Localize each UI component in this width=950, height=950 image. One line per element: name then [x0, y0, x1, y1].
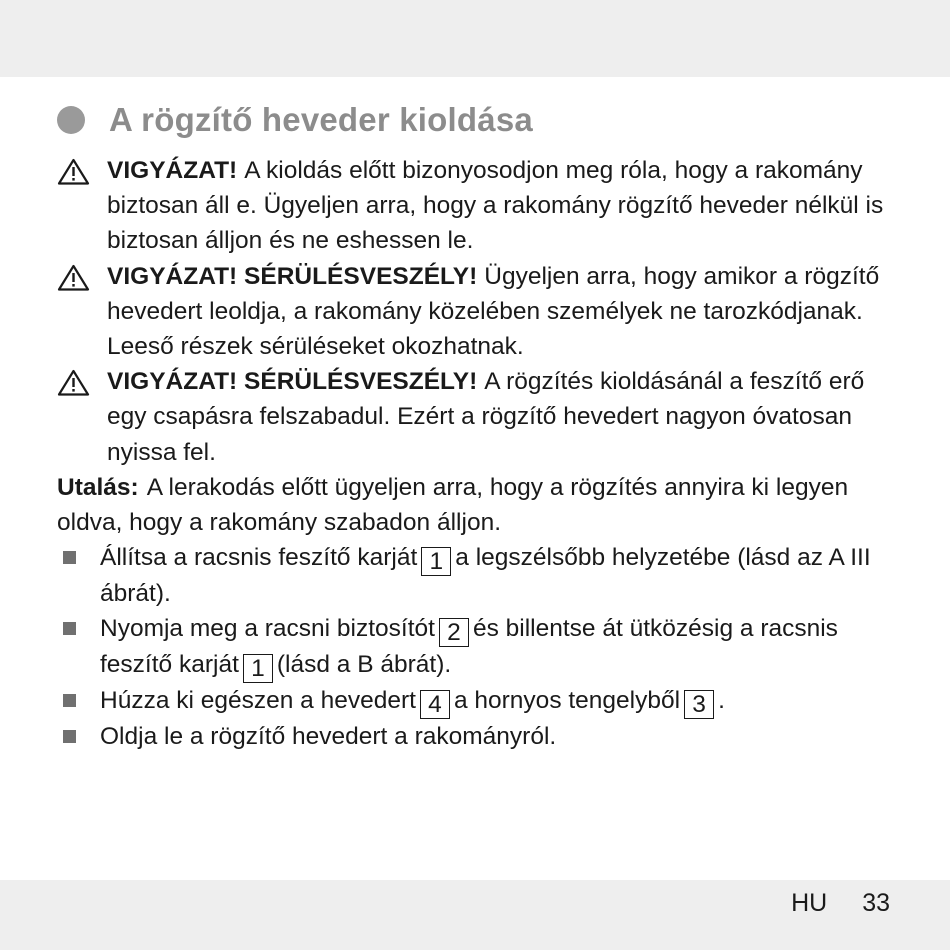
step-text: .: [718, 687, 725, 715]
page-footer: [791, 889, 890, 918]
step-2: [57, 611, 897, 683]
square-bullet-icon: [63, 551, 76, 564]
warning-text: Ügyeljen arra, hogy amikor a rögzítő hevedert leoldja, a rakomány közelében személyek ne tarozkódjanak. Leeső részek sérüléseket okozhatnak.: [107, 262, 880, 361]
warning-triangle-icon: [57, 158, 90, 185]
warning-label: VIGYÁZAT! SÉRÜLÉSVESZÉLY!: [107, 368, 478, 396]
section-bullet-icon: [57, 106, 85, 134]
square-bullet-icon: [63, 730, 76, 743]
step-text: Húzza ki egészen a hevedert: [100, 687, 416, 715]
warning-triangle-icon: [57, 264, 90, 291]
step-4: [57, 719, 897, 754]
warning-label: VIGYÁZAT!: [107, 157, 238, 184]
footer-language: HU: [791, 889, 828, 917]
step-text: a hornyos tengelyből: [453, 687, 681, 715]
figure-reference: 1: [421, 547, 451, 576]
top-band: [0, 0, 950, 77]
content: [57, 153, 897, 755]
warning-label: VIGYÁZAT! SÉRÜLÉSVESZÉLY!: [107, 262, 478, 290]
warning-triangle-icon: [57, 369, 90, 396]
figure-reference: 3: [684, 690, 714, 719]
square-bullet-icon: [63, 694, 76, 707]
figure-reference: 2: [439, 618, 469, 647]
section-title: A rögzítő heveder kioldása: [109, 101, 533, 138]
page-number: 33: [862, 889, 890, 917]
warning-text: A kioldás előtt bizonyosodjon meg róla, hogy a rakomány biztosan áll e. Ügyeljen arra, hogy a rakomány rögzítő heveder nélkül is biztosan álljon és ne eshessen le.: [107, 157, 884, 255]
step-text: Nyomja meg a racsni biztosítót: [100, 615, 435, 643]
step-text: Oldja le a rögzítő hevedert a rakományról.: [100, 723, 557, 751]
warning-text: A rögzítés kioldásánál a feszítő erő egy csapásra felszabadul. Ezért a rögzítő hevedert nagyon óvatosan nyissa fel.: [107, 368, 865, 466]
step-text: a legszélsőbb helyzetébe (lásd az A III ábrát).: [100, 544, 871, 608]
warning-3: [57, 364, 897, 470]
step-3: [57, 683, 897, 719]
warning-1: [57, 153, 897, 259]
figure-reference: 4: [420, 690, 450, 719]
step-text: és billentse át ütközésig a racsnis feszítő karját: [100, 615, 838, 679]
step-text: (lásd a B ábrát).: [276, 651, 452, 679]
note-text: A lerakodás előtt ügyeljen arra, hogy a rögzítés annyira ki legyen oldva, hogy a rakomány szabadon álljon.: [57, 473, 849, 537]
figure-reference: 1: [243, 654, 273, 683]
section-heading: [57, 98, 533, 142]
warning-2: [57, 259, 897, 365]
step-text: Állítsa a racsnis feszítő karját: [100, 544, 418, 572]
square-bullet-icon: [63, 622, 76, 635]
step-1: [57, 540, 897, 611]
note: [57, 470, 897, 540]
note-label: Utalás:: [57, 473, 139, 501]
